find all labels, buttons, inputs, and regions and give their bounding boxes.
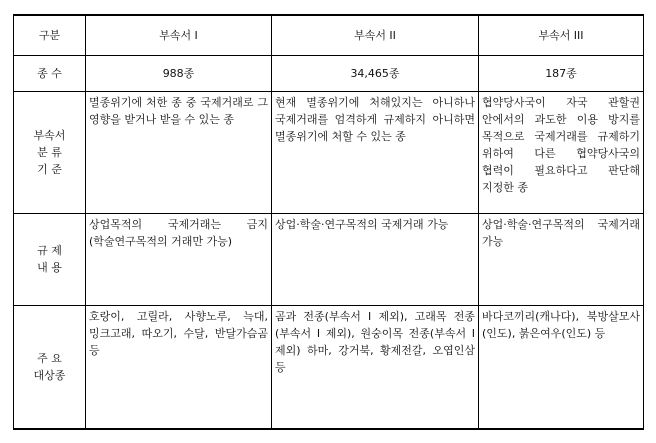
- header-appendix-2: 부속서 II: [272, 15, 479, 55]
- regulation-label-line: 규 제: [37, 244, 62, 257]
- regulation-appendix-3: 상업·학술·연구목적의 국제거래 가능: [479, 213, 644, 305]
- row-regulation: [14, 213, 644, 305]
- regulation-appendix-2: 상업·학술·연구목적의 국제거래 가능: [272, 213, 479, 305]
- row-criteria: [14, 91, 644, 213]
- row-major-species: [14, 305, 644, 429]
- species-count-appendix-1: 988종: [86, 55, 272, 91]
- header-appendix-1: 부속서 I: [86, 15, 272, 55]
- criteria-label-line: 부속서: [33, 128, 66, 142]
- criteria-label-line: 기 준: [37, 162, 62, 176]
- header-appendix-3: 부속서 III: [479, 15, 644, 55]
- major-species-appendix-2: 곰과 전종(부속서 I 제외), 고래목 전종(부속서 I 제외), 원숭이목 전종(부속서 I 제외) 하마, 강거북, 황제전갈, 오엽인삼 등: [272, 305, 479, 429]
- regulation-label-line: 내 용: [37, 261, 62, 274]
- major-species-appendix-3: 바다코끼리(캐나다), 북방살모사(인도), 붉은여우(인도) 등: [479, 305, 644, 429]
- species-count-appendix-3: 187종: [479, 55, 644, 91]
- row-label-species-count: 종 수: [14, 55, 86, 91]
- row-species-count: [14, 55, 644, 91]
- criteria-appendix-1: 멸종위기에 처한 종 중 국제거래로 그 영향을 받거나 받을 수 있는 종: [86, 91, 272, 213]
- regulation-appendix-1: 상업목적의 국제거래는 금지(학술연구목적의 거래만 가능): [86, 213, 272, 305]
- row-label-regulation: [14, 213, 86, 305]
- criteria-appendix-3: 협약당사국이 자국 관할권 안에서의 과도한 이용 방지를 목적으로 국제거래를 규제하기 위하여 다른 협약당사국의 협력이 필요하다고 판단해 지정한 종: [479, 91, 644, 213]
- major-species-label-line: 대상종: [33, 368, 66, 382]
- row-label-criteria: [14, 91, 86, 213]
- row-label-major-species: [14, 305, 86, 429]
- criteria-label-line: 분 류: [37, 145, 62, 159]
- criteria-appendix-2: 현재 멸종위기에 처해있지는 아니하나 국제거래를 엄격하게 규제하지 아니하면 멸종위기에 처할 수 있는 종: [272, 91, 479, 213]
- major-species-label-line: 주 요: [37, 351, 62, 365]
- header-row: [14, 15, 644, 55]
- major-species-appendix-1: 호랑이, 고릴라, 사향노루, 늑대, 밍크고래, 따오기, 수달, 반달가슴곰 등: [86, 305, 272, 429]
- species-count-appendix-2: 34,465종: [272, 55, 479, 91]
- header-category-cell: 구분: [14, 15, 86, 55]
- cites-appendix-table: [13, 14, 644, 430]
